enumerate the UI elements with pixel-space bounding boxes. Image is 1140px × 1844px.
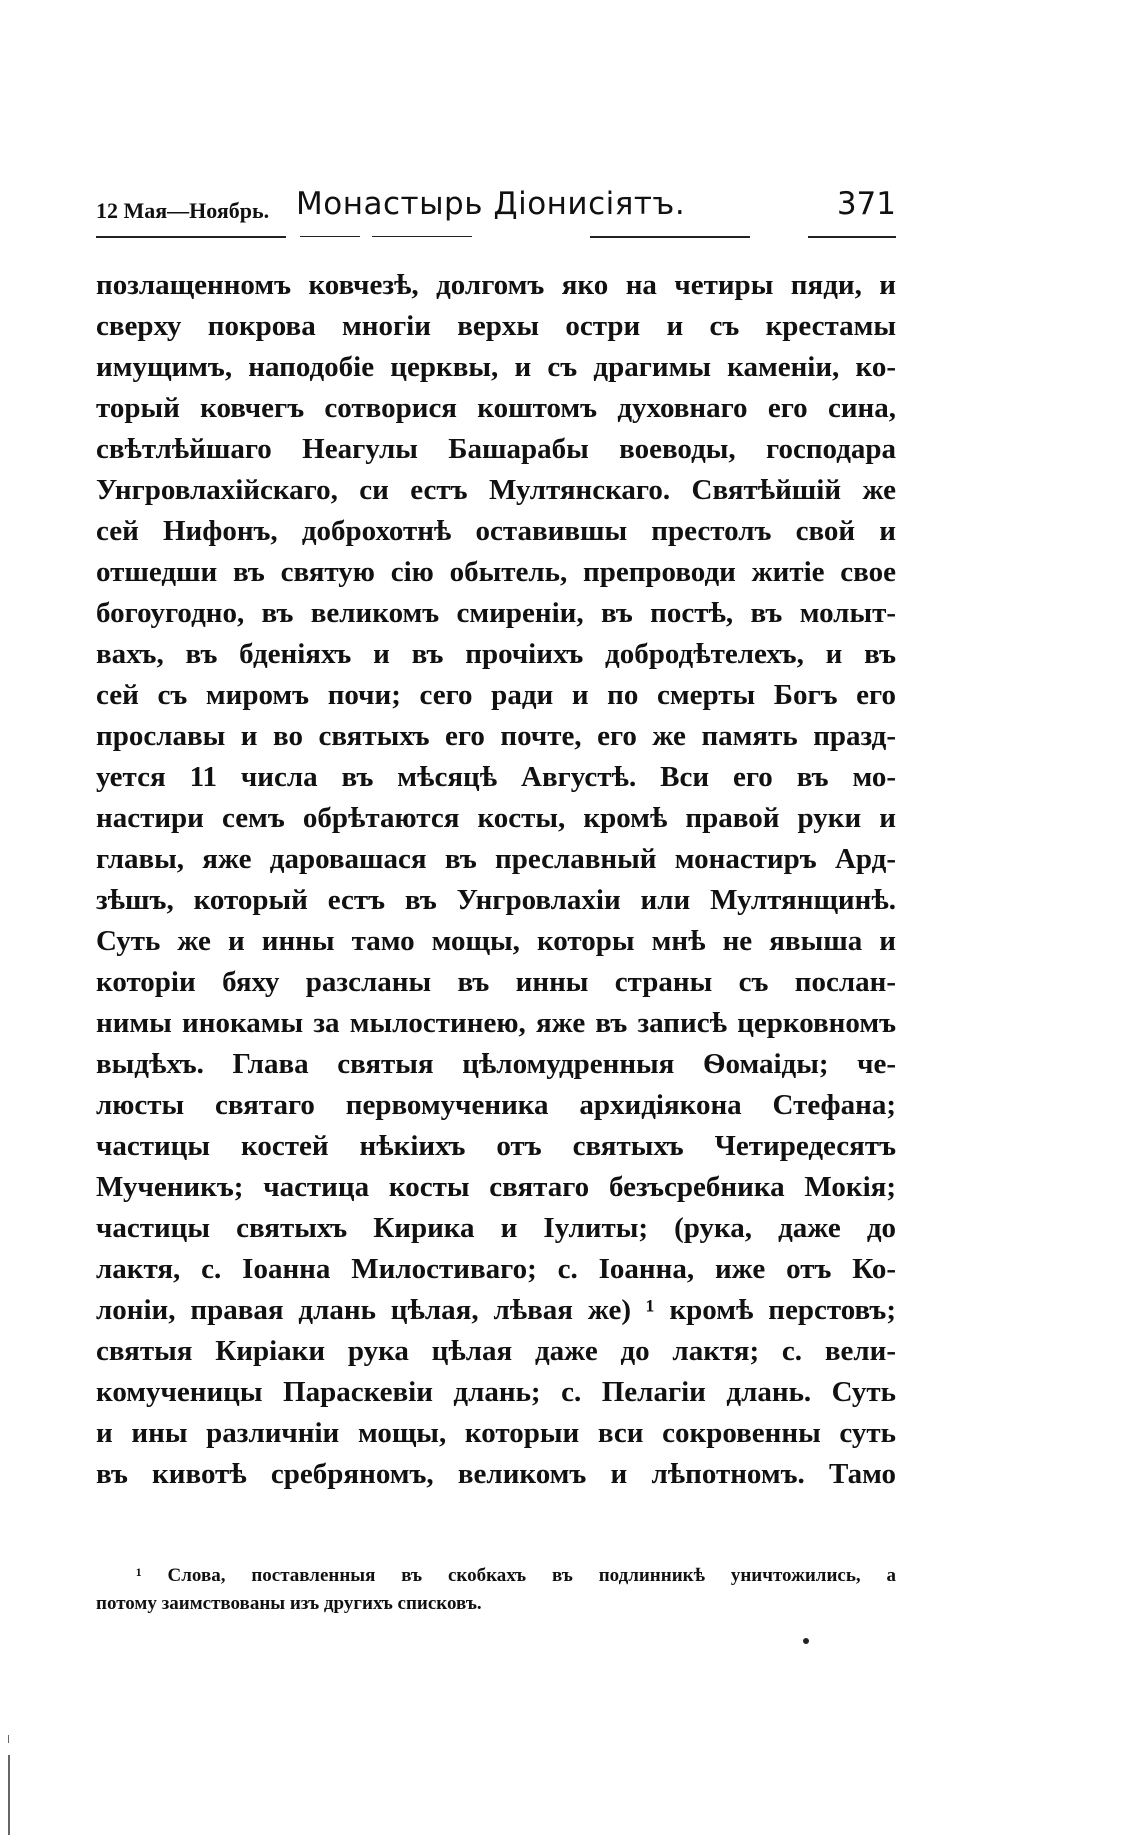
text-line: вахъ, въ бденіяхъ и въ прочіихъ добродѣтелехъ, и въ bbox=[96, 638, 896, 670]
header-rule-segment bbox=[590, 236, 750, 238]
footnote bbox=[96, 1562, 896, 1618]
footnote-line: потому заимствованы изъ другихъ списковъ. bbox=[96, 1593, 482, 1614]
text-line: выдѣхъ. Глава святыя цѣломудренныя Ѳомаіды; че- bbox=[96, 1048, 896, 1080]
text-line: лоніи, правая длань цѣлая, лѣвая же) ¹ кромѣ перстовъ; bbox=[96, 1294, 896, 1326]
running-header bbox=[96, 186, 896, 226]
main-text bbox=[96, 265, 896, 1495]
header-rule-segment bbox=[96, 236, 286, 238]
text-line: Унгровлахійскаго, си естъ Мултянскаго. Святѣйшій же bbox=[96, 474, 896, 506]
page-number: 371 bbox=[836, 186, 896, 222]
text-line: комученицы Параскевіи длань; с. Пелагіи длань. Суть bbox=[96, 1376, 896, 1408]
text-line: настири семъ обрѣтаются косты, кромѣ правой руки и bbox=[96, 802, 896, 834]
text-line: частицы костей нѣкіихъ отъ святыхъ Четиредесятъ bbox=[96, 1130, 896, 1162]
header-date-range: 12 Мая—Ноябрь. bbox=[96, 198, 270, 223]
text-line: лактя, с. Іоанна Милостиваго; с. Іоанна, иже отъ Ко- bbox=[96, 1253, 896, 1285]
text-line: и ины различніи мощы, которыи вси сокровенны суть bbox=[96, 1417, 896, 1449]
text-line: главы, яже даровашася въ преславный монастиръ Ард- bbox=[96, 843, 896, 875]
text-line: сей съ миромъ почи; сего ради и по смерты Богъ его bbox=[96, 679, 896, 711]
text-line: богоугодно, въ великомъ смиреніи, въ постѣ, въ молыт- bbox=[96, 597, 896, 629]
scan-edge-mark bbox=[8, 1735, 9, 1743]
text-line: зѣшъ, который естъ въ Унгровлахіи или Мултянщинѣ. bbox=[96, 884, 896, 916]
text-line: частицы святыхъ Кирика и Іулиты; (рука, даже до bbox=[96, 1212, 896, 1244]
header-rule-segment bbox=[300, 236, 360, 237]
text-line: Суть же и инны тамо мощы, которы мнѣ не явыша и bbox=[96, 925, 896, 957]
text-line: прославы и во святыхъ его почте, его же память празд- bbox=[96, 720, 896, 752]
ink-speck bbox=[803, 1638, 809, 1644]
text-line: въ кивотѣ сребряномъ, великомъ и лѣпотномъ. Тамо bbox=[96, 1458, 896, 1490]
text-line: люсты святаго первомученика архидіякона Стефана; bbox=[96, 1089, 896, 1121]
footnote-line: ¹ Слова, поставленныя въ скобкахъ въ подлинникѣ уничтожились, а bbox=[136, 1565, 896, 1586]
text-line: имущимъ, наподобіе церквы, и съ драгимы каменіи, ко- bbox=[96, 351, 896, 383]
header-title: Монастырь Діонисіятъ. bbox=[296, 186, 686, 222]
text-line: Мученикъ; частица косты святаго безъсребника Мокія; bbox=[96, 1171, 896, 1203]
text-line: позлащенномъ ковчезѣ, долгомъ яко на четиры пяди, и bbox=[96, 269, 896, 301]
text-line: уется 11 числа въ мѣсяцѣ Августѣ. Вси его въ мо- bbox=[96, 761, 896, 793]
text-line: нимы инокамы за мылостинею, яже въ записѣ церковномъ bbox=[96, 1007, 896, 1039]
text-line: которіи бяху разсланы въ инны страны съ послан- bbox=[96, 966, 896, 998]
text-line: сверху покрова многіи верхы остри и съ крестамы bbox=[96, 310, 896, 342]
text-line: святыя Киріаки рука цѣлая даже до лактя; с. вели- bbox=[96, 1335, 896, 1367]
text-line: свѣтлѣйшаго Неагулы Башарабы воеводы, господара bbox=[96, 433, 896, 465]
text-line: отшедши въ святую сію обытель, препроводи житіе свое bbox=[96, 556, 896, 588]
scan-edge-mark bbox=[8, 1755, 10, 1835]
header-rule-segment bbox=[372, 236, 472, 237]
text-line: сей Нифонъ, доброхотнѣ оставившы престолъ свой и bbox=[96, 515, 896, 547]
text-line: торый ковчегъ сотворися коштомъ духовнаго его сина, bbox=[96, 392, 896, 424]
header-rule-segment bbox=[808, 236, 896, 238]
